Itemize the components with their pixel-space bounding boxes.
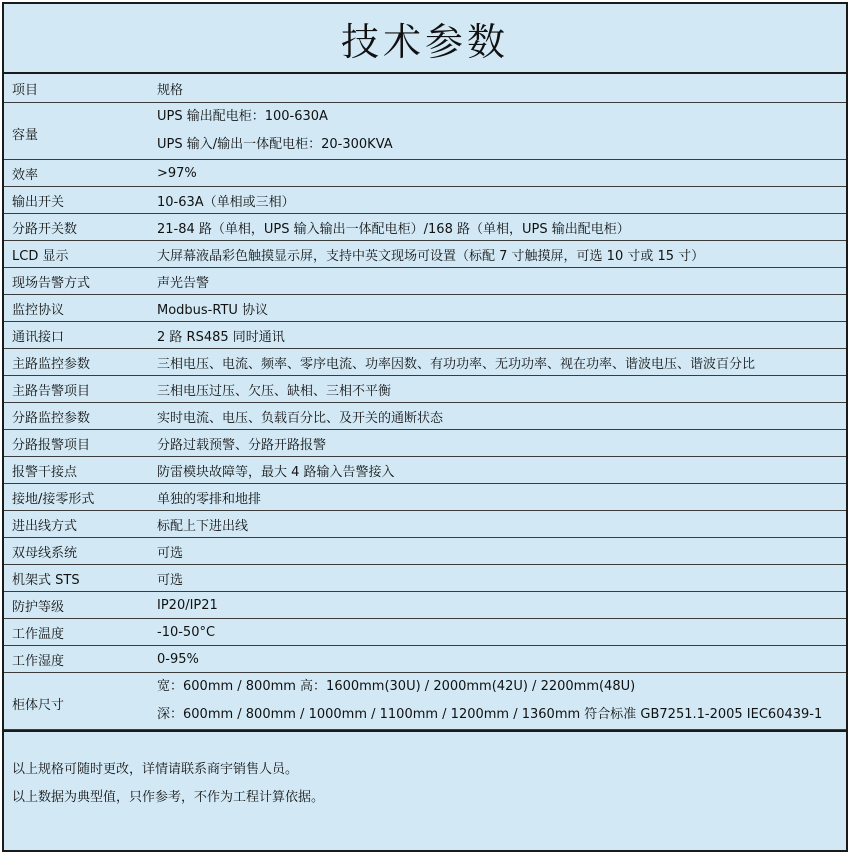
- spec-row: [4, 457, 846, 484]
- spec-value: 声光告警: [149, 268, 846, 295]
- spec-label: 现场告警方式: [4, 268, 149, 295]
- spec-value: 10-63A（单相或三相）: [149, 187, 846, 214]
- spec-value: 宽：600mm / 800mm 高：1600mm(30U) / 2000mm(42U) / 2200mm(48U): [157, 679, 636, 694]
- spec-value: 分路过载预警、分路开路报警: [149, 430, 846, 457]
- spec-row: [4, 295, 846, 322]
- spec-row: [4, 268, 846, 295]
- spec-row: [4, 592, 846, 619]
- spec-row: [4, 214, 846, 241]
- spec-value: 实时电流、电压、负载百分比、及开关的通断状态: [149, 403, 846, 430]
- spec-label: 效率: [4, 160, 149, 187]
- spec-value: 深：600mm / 800mm / 1000mm / 1100mm / 1200mm / 1360mm 符合标准 GB7251.1-2005 IEC60439-1: [157, 707, 823, 722]
- spec-value: 2 路 RS485 同时通讯: [149, 322, 846, 349]
- spec-table-body: [4, 74, 846, 730]
- spec-label: 监控协议: [4, 295, 149, 322]
- spec-label: 双母线系统: [4, 538, 149, 565]
- spec-value: 防雷模块故障等，最大 4 路输入告警接入: [149, 457, 846, 484]
- spec-row: [4, 673, 846, 730]
- spec-value: 三相电压、电流、频率、零序电流、功率因数、有功功率、无功功率、视在功率、谐波电压、谐波百分比: [149, 349, 846, 376]
- spec-row: [4, 376, 846, 403]
- spec-table: [4, 74, 846, 730]
- spec-value: 规格: [149, 74, 846, 103]
- spec-label: 进出线方式: [4, 511, 149, 538]
- spec-label: 防护等级: [4, 592, 149, 619]
- spec-row: [4, 511, 846, 538]
- spec-label: 接地/接零形式: [4, 484, 149, 511]
- spec-value-cell: [149, 673, 846, 730]
- spec-value: 0-95%: [149, 646, 846, 673]
- spec-label: 容量: [4, 103, 149, 160]
- spec-label: 输出开关: [4, 187, 149, 214]
- spec-row: [4, 565, 846, 592]
- spec-value: IP20/IP21: [149, 592, 846, 619]
- spec-label: LCD 显示: [4, 241, 149, 268]
- spec-row: [4, 403, 846, 430]
- spec-label: 通讯接口: [4, 322, 149, 349]
- spec-label: 柜体尺寸: [4, 673, 149, 730]
- spec-label: 主路告警项目: [4, 376, 149, 403]
- spec-label: 分路开关数: [4, 214, 149, 241]
- page-title: 技术参数: [4, 4, 846, 74]
- spec-label: 报警干接点: [4, 457, 149, 484]
- spec-row: [4, 74, 846, 103]
- notes-section: [4, 730, 846, 812]
- spec-label: 项目: [4, 74, 149, 103]
- spec-row: [4, 160, 846, 187]
- spec-row: [4, 103, 846, 160]
- spec-value-cell: [149, 103, 846, 160]
- spec-value: -10-50°C: [149, 619, 846, 646]
- spec-value: 大屏幕液晶彩色触摸显示屏，支持中英文现场可设置（标配 7 寸触摸屏，可选 10 寸或 15 寸）: [149, 241, 846, 268]
- spec-row: [4, 646, 846, 673]
- spec-row: [4, 484, 846, 511]
- spec-label: 主路监控参数: [4, 349, 149, 376]
- spec-row: [4, 538, 846, 565]
- spec-sheet: [2, 2, 848, 852]
- spec-value: 单独的零排和地排: [149, 484, 846, 511]
- spec-row: [4, 349, 846, 376]
- spec-value: Modbus-RTU 协议: [149, 295, 846, 322]
- spec-value: 21-84 路（单相，UPS 输入输出一体配电柜）/168 路（单相，UPS 输出配电柜）: [149, 214, 846, 241]
- note-line: 以上规格可随时更改，详情请联系商宇销售人员。: [12, 762, 299, 777]
- spec-row: [4, 430, 846, 457]
- spec-row: [4, 619, 846, 646]
- spec-value: 可选: [149, 538, 846, 565]
- spec-label: 工作温度: [4, 619, 149, 646]
- spec-value: UPS 输入/输出一体配电柜：20-300KVA: [157, 137, 393, 152]
- spec-value: >97%: [149, 160, 846, 187]
- spec-label: 工作湿度: [4, 646, 149, 673]
- spec-row: [4, 322, 846, 349]
- spec-value: UPS 输出配电柜：100-630A: [157, 109, 328, 124]
- spec-value: 三相电压过压、欠压、缺相、三相不平衡: [149, 376, 846, 403]
- spec-row: [4, 187, 846, 214]
- spec-label: 分路监控参数: [4, 403, 149, 430]
- spec-value: 标配上下进出线: [149, 511, 846, 538]
- spec-label: 机架式 STS: [4, 565, 149, 592]
- spec-row: [4, 241, 846, 268]
- spec-value: 可选: [149, 565, 846, 592]
- spec-label: 分路报警项目: [4, 430, 149, 457]
- note-line: 以上数据为典型值，只作参考，不作为工程计算依据。: [12, 790, 325, 805]
